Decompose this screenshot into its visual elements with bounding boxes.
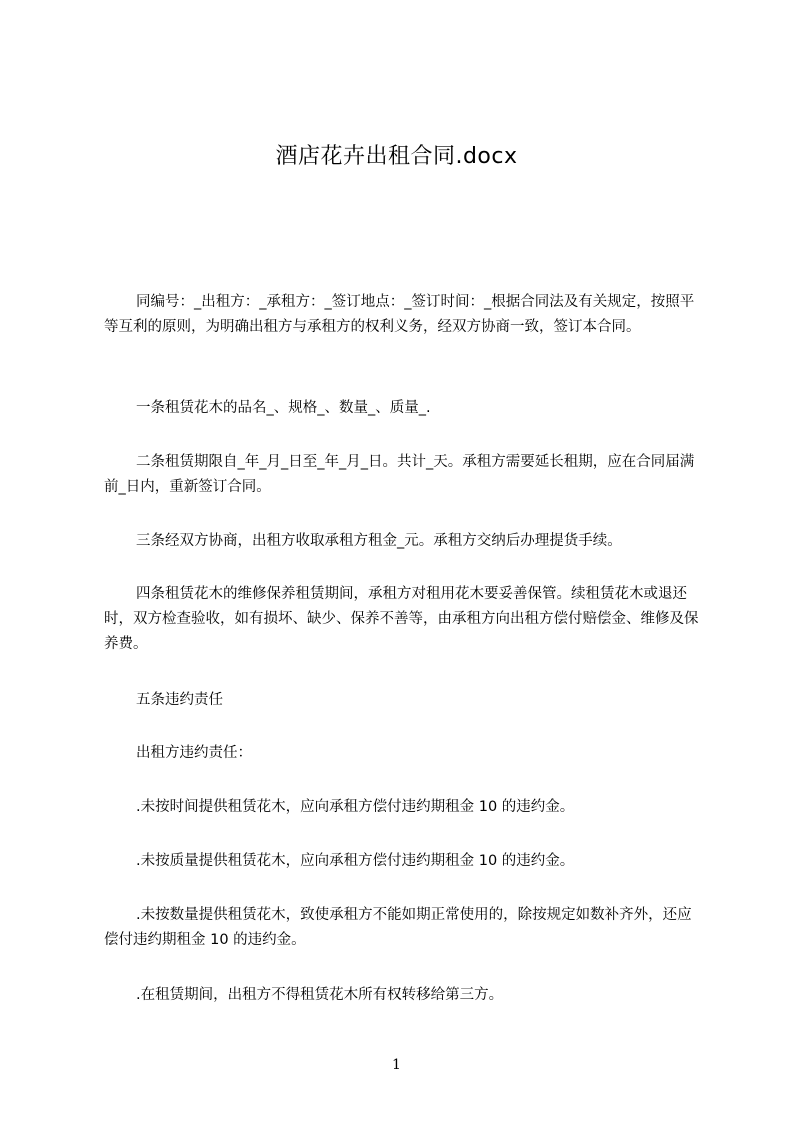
paragraph-article-3: 三条经双方协商，出租方收取承租方租金_元。承租方交纳后办理提货手续。 <box>136 533 622 549</box>
paragraph-article-1: 一条租赁花木的品名_、规格_、数量_、质量_. <box>136 400 431 416</box>
paragraph-lessor-liability: 出租方违约责任： <box>136 745 252 761</box>
paragraph-clause-quantity: .未按数量提供租赁花木，致使承租方不能如期正常使用的，除按规定如数补齐外，还应偿付违约期租金 10 的违约金。 <box>104 907 692 948</box>
page-number: 1 <box>392 1057 401 1073</box>
paragraph-preamble: 同编号：_出租方：_承租方：_签订地点：_签订时间：_根据合同法及有关规定，按照平等互利的原则，为明确出租方与承租方的权利义务，经双方协商一致，签订本合同。 <box>104 294 695 335</box>
paragraph-clause-time: .未按时间提供租赁花木，应向承租方偿付违约期租金 10 的违约金。 <box>136 799 575 815</box>
document-title: 酒店花卉出租合同.docx <box>275 144 518 169</box>
paragraph-article-5-heading: 五条违约责任 <box>136 692 223 708</box>
paragraph-article-2: 二条租赁期限自_年_月_日至_年_月_日。共计_天。承租方需要延长租期，应在合同届满前_日内，重新签订合同。 <box>104 454 695 495</box>
paragraph-clause-ownership: .在租赁期间，出租方不得租赁花木所有权转移给第三方。 <box>136 987 504 1003</box>
paragraph-article-4: 四条租赁花木的维修保养租赁期间，承租方对租用花木要妥善保管。续租赁花木或退还时，双方检查验收，如有损坏、缺少、保养不善等，由承租方向出租方偿付赔偿金、维修及保养费。 <box>104 586 699 652</box>
paragraph-clause-quality: .未按质量提供租赁花木，应向承租方偿付违约期租金 10 的违约金。 <box>136 853 575 869</box>
